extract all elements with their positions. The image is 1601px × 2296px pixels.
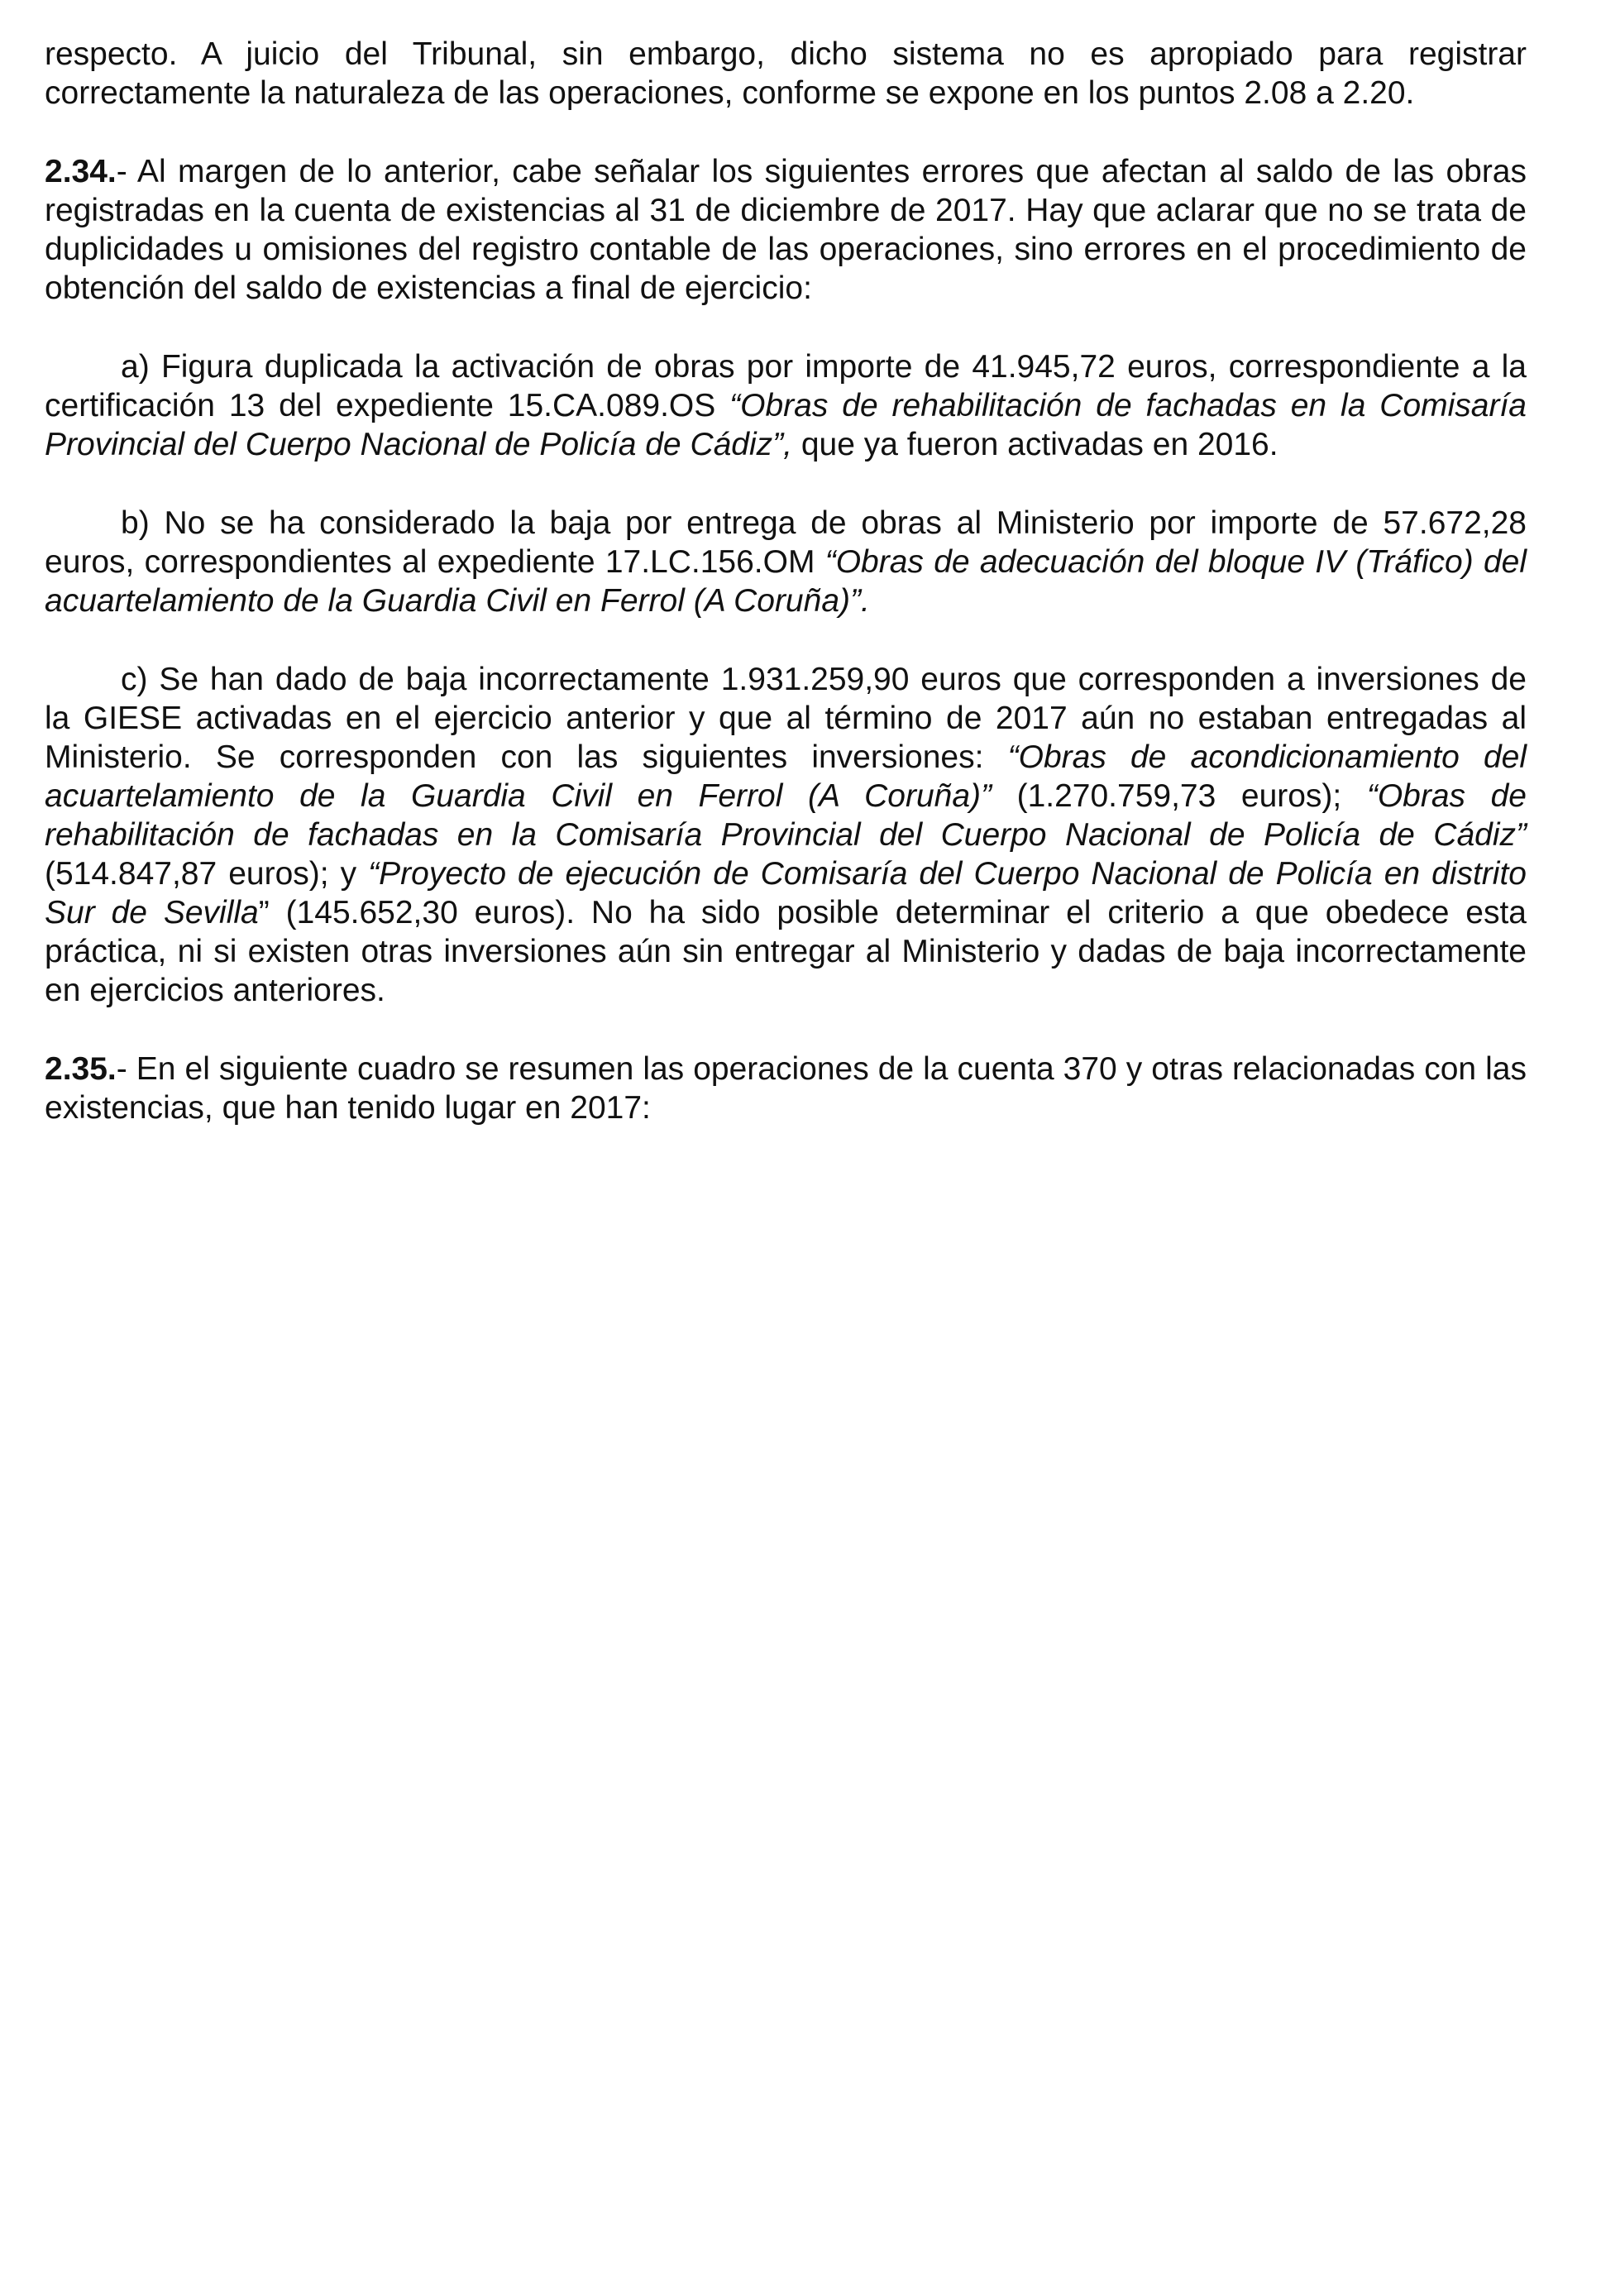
item-quote: “Obras de rehabilitación de fachadas en la Comisaría Provincial del Cuerpo Nacional de Policía de Cádiz” — [45, 778, 1527, 853]
item-quote: “Obras de acondicionamiento del acuartelamiento de la Guardia Civil en Ferrol (A Coruña)” — [45, 739, 1527, 814]
section-2-34 — [45, 152, 1527, 308]
document-page — [45, 35, 1527, 1127]
item-text: (514.847,87 euros); y — [45, 856, 369, 892]
item-label: a) — [121, 349, 150, 385]
section-text: - En el siguiente cuadro se resumen las operaciones de la cuenta 370 y otras relacionadas con las existencias, que han tenido lugar en 2017: — [45, 1051, 1527, 1126]
item-text: ” (145.652,30 euros). No ha sido posible determinar el criterio a que obedece esta práctica, ni si existen otras inversiones aún sin entregar al Ministerio y dadas de baja incorrectamente en ejercicios anteriores. — [45, 895, 1527, 1008]
item-text: Figura duplicada la activación de obras por importe de 41.945,72 euros, correspondiente a la certificación 13 del expediente 15.CA.089.OS — [45, 349, 1527, 423]
item-c — [45, 660, 1527, 1010]
item-label: b) — [121, 505, 150, 541]
section-number: 2.34. — [45, 154, 117, 189]
section-text: - Al margen de lo anterior, cabe señalar los siguientes errores que afectan al saldo de las obras registradas en la cuenta de existencias al 31 de diciembre de 2017. Hay que aclarar que no se trata de duplicidades u omisiones del registro contable de las operaciones, sino errores en el procedimiento de obtención del saldo de existencias a final de ejercicio: — [45, 154, 1527, 306]
item-quote: “Obras de rehabilitación de fachadas en la Comisaría Provincial del Cuerpo Nacional de Policía de Cádiz”, — [45, 388, 1527, 462]
paragraph-continuation: respecto. A juicio del Tribunal, sin embargo, dicho sistema no es apropiado para registrar correctamente la naturaleza de las operaciones, conforme se expone en los puntos 2.08 a 2.20. — [45, 36, 1527, 111]
item-b — [45, 504, 1527, 620]
section-2-35 — [45, 1050, 1527, 1127]
item-text: (1.270.759,73 euros); — [992, 778, 1367, 814]
item-text: que ya fueron activadas en 2016. — [791, 427, 1278, 462]
item-quote: “Obras de adecuación del bloque IV (Tráfico) del acuartelamiento de la Guardia Civil en Ferrol (A Coruña)”. — [45, 544, 1527, 619]
item-a — [45, 347, 1527, 464]
section-number: 2.35. — [45, 1051, 117, 1087]
item-text: No se ha considerado la baja por entrega de obras al Ministerio por importe de 57.672,28 euros, correspondientes al expediente 17.LC.156.OM — [45, 505, 1527, 580]
item-quote: “Proyecto de ejecución de Comisaría del Cuerpo Nacional de Policía en distrito Sur de Sevilla — [45, 856, 1527, 930]
item-label: c) — [121, 662, 148, 697]
item-text: Se han dado de baja incorrectamente 1.931.259,90 euros que corresponden a inversiones de la GIESE activadas en el ejercicio anterior y que al término de 2017 aún no estaban entregadas al Ministerio. Se corresponden con las siguientes inversiones: — [45, 662, 1527, 775]
